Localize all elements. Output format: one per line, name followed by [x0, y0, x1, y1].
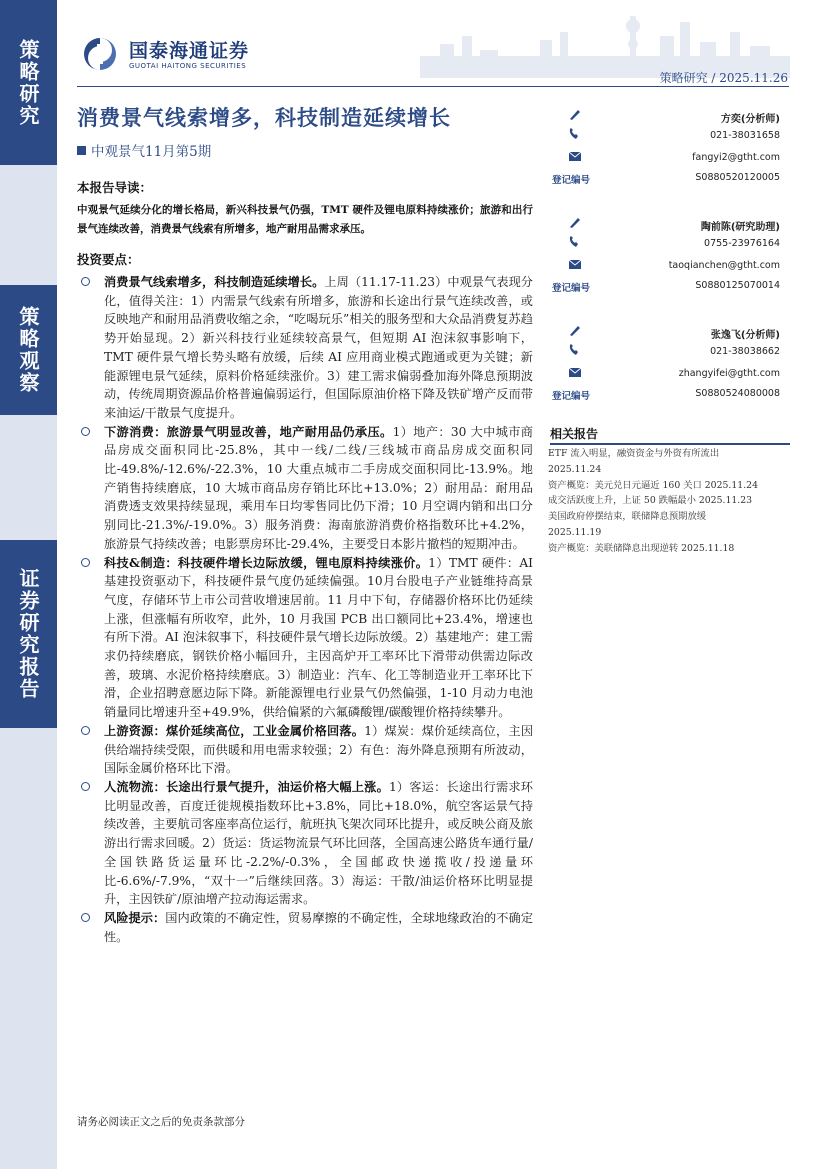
- sidebar-gap: [0, 165, 57, 285]
- mail-icon: [568, 258, 582, 270]
- disclaimer-footer: 请务必阅读正文之后的免责条款部分: [77, 1116, 245, 1128]
- analyst-name: 方奕(分析师): [720, 114, 780, 125]
- bullet-circle-icon: [81, 913, 90, 922]
- key-point-text: 1）地产：30 大中城市商品房成交面积同比-25.8%，其中一线/二线/三线城市商品房成交面积同比-49.8%/-12.6%/-22.3%，10 大重点城市二手房成交面积同比-13.9%。地产销售持续磨底，10 大城市商品房存销比环比+13.0%；2）耐用品：耐用品消费透支效果持续显现，乘用车日均零售同比仍下滑；10 月空调内销和出口分别同比-21.3%/-19.0%。3）服务消费：海南旅游消费价格指数环比+4.2%，旅游景气持续改善；电影票房环比-29.4%，主要受日本影片撤档的短期冲击。: [104, 424, 533, 551]
- key-point-text: 1）客运：长途出行需求环比明显改善，百度迁徙规模指数环比+3.8%，同比+18.0%，航空客运景气持续改善，主要航司客座率高位运行，航班执飞架次同环比提升，或反映公商及旅游出行需求回暖。2）货运：货运物流景气环比回落，全国高速公路货车通行量/全国铁路货运量环比-2.2%/-0.3%，全国邮政快递揽收/投递量环比-6.6%/-7.9%，“双十一”后继续回落。3）海运：干散/油运价格环比明显提升，主因铁矿/原油增产拉动海运需求。: [104, 779, 533, 907]
- pen-icon: [568, 108, 582, 120]
- related-report-item[interactable]: 资产概览：美元兑日元逼近 160 关口 2025.11.24: [548, 479, 758, 491]
- key-point-text: 上周（11.17-11.23）中观景气表现分化，值得关注：1）内需景气线索有所增多，旅游和长途出行景气连续改善，或反映地产和耐用品消费收缩之余，“吃喝玩乐”相关的服务型和大众品消费复苏趋势开始显现。2）新兴科技行业延续较高景气，但短期 AI 泡沫叙事影响下，TMT 硬件景气增长势头略有放缓，后续 AI 应用商业模式跑通或更为关键；新能源锂电景气延续，原料价格延续涨价。3）建工需求偏弱叠加海外降息预期波动，传统周期资源品价格普遍偏弱运行，但国际原油价格下降及铁矿增产反而带来油运/干散景气度提升。: [104, 275, 533, 420]
- analyst-email[interactable]: fangyi2@gtht.com: [692, 152, 780, 163]
- brand-name-en: GUOTAI HAITONG SECURITIES: [129, 62, 247, 70]
- report-title: 消费景气线索增多，科技制造延续增长: [77, 105, 451, 130]
- registration-number: S0880520120005: [695, 172, 780, 183]
- brand-name-cn: 国泰海通证券: [129, 40, 250, 62]
- intro-text: 中观景气延续分化的增长格局，新兴科技景气仍强，TMT 硬件及锂电原料持续涨价；旅游和出行景气连续改善，消费景气线索有所增多，地产耐用品需求承压。: [77, 204, 533, 235]
- sidebar: [0, 0, 57, 1169]
- key-point: [77, 554, 533, 722]
- related-reports-list: [548, 446, 794, 557]
- related-report-item[interactable]: 资产概览：美联储降息出现逆转 2025.11.18: [548, 542, 735, 554]
- key-points-list: [77, 273, 533, 946]
- bullet-circle-icon: [81, 726, 90, 735]
- analyst-contacts: [552, 96, 790, 420]
- sidebar-gap: [0, 728, 57, 1169]
- bullet-circle-icon: [81, 558, 90, 567]
- key-point: [77, 423, 533, 554]
- bullet-circle-icon: [81, 782, 90, 791]
- pen-icon: [568, 216, 582, 228]
- key-point: [77, 722, 533, 778]
- registration-label: 登记编号: [552, 391, 591, 402]
- city-skyline-decoration: [420, 6, 790, 78]
- key-point-text: 国内政策的不确定性，贸易摩擦的不确定性，全球地缘政治的不确定性。: [104, 910, 534, 944]
- report-date-category: 策略研究 / 2025.11.26: [659, 71, 788, 85]
- sidebar-category-strategy-research: 策略研究: [0, 0, 57, 165]
- square-bullet-icon: [77, 146, 86, 155]
- analyst-name: 张逸飞(分析师): [710, 330, 780, 341]
- analyst-card: [552, 312, 790, 420]
- registration-label: 登记编号: [552, 175, 591, 186]
- registration-number: S0880125070014: [695, 280, 780, 291]
- bullet-circle-icon: [81, 427, 90, 436]
- phone-icon: [568, 236, 582, 248]
- key-point: [77, 778, 533, 909]
- report-subtitle: [77, 140, 211, 160]
- key-point-lead: 人流物流：长途出行景气提升，油运价格大幅上涨。: [104, 779, 389, 794]
- related-report-item: 2025.11.19: [548, 526, 602, 538]
- key-point-text: 1）煤炭：煤价延续高位，主因供给端持续受限，而供暖和用电需求较强；2）有色：海外降息预期有所波动，国际金属价格环比下滑。: [104, 723, 534, 776]
- key-point-lead: 风险提示：: [104, 910, 166, 925]
- phone-icon: [568, 344, 582, 356]
- mail-icon: [568, 150, 582, 162]
- header-divider: [77, 86, 789, 87]
- analyst-name: 陶前陈(研究助理): [700, 222, 780, 233]
- points-heading: 投资要点：: [77, 252, 140, 267]
- sidebar-category-strategy-observation: 策略观察: [0, 285, 57, 415]
- pen-icon: [568, 324, 582, 336]
- key-point-text: 1）TMT 硬件：AI 基建投资驱动下，科技硬件景气度仍延续偏强。10月台股电子产业链维持高景气度，存储环节上市公司营收增速居前。11 月中下旬，存储器价格环比仍延续上涨，但涨幅有所收窄，此外，10 月我国 PCB 出口额同比+23.4%，增速也有所下滑。AI 泡沫叙事下，科技硬件景气增长边际放缓。2）基建地产：建工需求仍持续磨底，钢铁价格小幅回升，主因高炉开工率环比下滑带动供需边际改善，玻璃、水泥价格持续磨底。3）制造业：汽车、化工等制造业开工率环比下滑，企业招聘意愿边际下降。新能源锂电行业景气仍然偏强，1-10 月动力电池销量同比增速升至+49.9%，供给偏紧的六氟磷酸锂/碳酸锂价格持续攀升。: [104, 555, 533, 720]
- brand-logo: [77, 36, 250, 76]
- related-report-item[interactable]: ETF 流入明显，融资资金与外资有所流出: [548, 448, 720, 459]
- bullet-circle-icon: [81, 277, 90, 286]
- key-point-lead: 上游资源：煤价延续高位，工业金属价格回落。: [104, 723, 365, 738]
- registration-number: S0880524080008: [695, 388, 780, 399]
- analyst-card: [552, 204, 790, 312]
- related-reports-heading: 相关报告: [550, 425, 790, 445]
- related-report-item[interactable]: 成交活跃度上升，上证 50 跌幅最小 2025.11.23: [548, 495, 753, 507]
- intro-heading: 本报告导读：: [77, 180, 153, 195]
- analyst-email[interactable]: zhangyifei@gtht.com: [678, 368, 780, 379]
- registration-label: 登记编号: [552, 283, 591, 294]
- related-report-item[interactable]: 美国政府停摆结束，联储降息预期放缓: [548, 511, 707, 523]
- analyst-phone: 021-38038662: [710, 346, 780, 357]
- brand-logo-mark: [77, 36, 123, 72]
- key-point-lead: 消费景气线索增多，科技制造延续增长。: [104, 275, 325, 289]
- analyst-email[interactable]: taoqianchen@gtht.com: [668, 260, 780, 271]
- related-report-item: 2025.11.24: [548, 463, 602, 475]
- analyst-phone: 021-38031658: [710, 130, 780, 141]
- report-subtitle-text: 中观景气11月第5期: [91, 144, 212, 160]
- key-point-lead: 科技&制造：科技硬件增长边际放缓，锂电原料持续涨价。: [104, 555, 429, 570]
- phone-icon: [568, 128, 582, 140]
- sidebar-category-securities-report: 证券研究报告: [0, 540, 57, 728]
- sidebar-gap: [0, 415, 57, 540]
- key-point: [77, 273, 533, 423]
- analyst-phone: 0755-23976164: [704, 238, 780, 249]
- analyst-card: [552, 96, 790, 204]
- key-point: [77, 909, 533, 946]
- mail-icon: [568, 366, 582, 378]
- key-point-lead: 下游消费：旅游景气明显改善，地产耐用品仍承压。: [104, 424, 393, 439]
